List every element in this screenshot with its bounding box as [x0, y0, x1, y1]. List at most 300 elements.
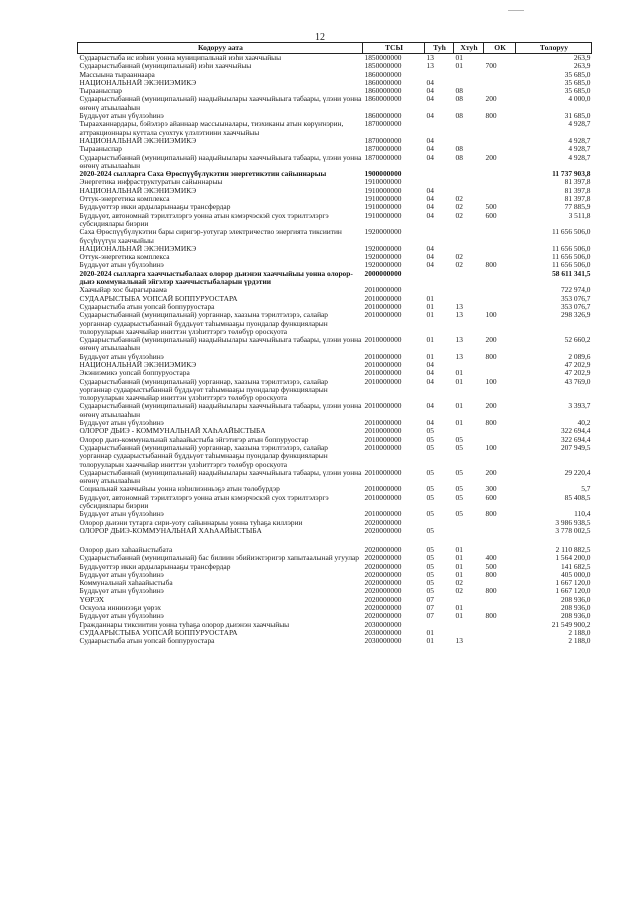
- row-tol: 3 393,7: [568, 402, 591, 411]
- corner-mark: [508, 10, 524, 11]
- row-tsy: 1860000000: [364, 70, 402, 79]
- table-row: [78, 571, 592, 579]
- row-tuh: [425, 519, 454, 527]
- table-row: [78, 527, 592, 546]
- row-ok: [484, 228, 516, 245]
- row-xtuh: [454, 71, 484, 79]
- row-tsy: 2020000000: [364, 579, 402, 588]
- row-tol: 2 110 882,5: [555, 545, 591, 554]
- row-tsy: 2020000000: [364, 604, 402, 612]
- row-tsy: 2010000000: [364, 302, 402, 311]
- row-tuh: [425, 270, 454, 287]
- row-ok: [484, 596, 516, 604]
- table-row: [78, 253, 592, 261]
- row-name: Судаарыстыбаннай (муниципальнай) уорганнар, хаазына тэрилтэлэрэ, салайар уорганнар судаарыстыбаннай бүддьүөт таһымнааҕы пуондалар функцияларын толорууларын хааччыйар иниттэн үлэһиттэргэ төлөбүр ороскуота: [79, 311, 328, 336]
- row-xtuh: 08: [455, 112, 463, 121]
- row-tuh: 04: [426, 95, 434, 104]
- row-tol: 4 928,7: [568, 136, 591, 145]
- row-tol: 43 769,0: [564, 377, 591, 386]
- row-ok: [484, 436, 516, 444]
- row-tsy: 1920000000: [364, 261, 402, 270]
- row-xtuh: 01: [455, 554, 463, 563]
- row-tol: 58 611 341,5: [552, 269, 591, 278]
- row-name: Оттук-энергетика комплекса: [79, 253, 170, 262]
- row-name: ҮӨРЭХ: [79, 595, 105, 604]
- row-tsy: 2010000000: [364, 443, 402, 452]
- row-xtuh: 05: [455, 485, 463, 494]
- row-tsy: 1910000000: [364, 178, 402, 187]
- row-tsy: 1860000000: [364, 78, 402, 87]
- row-tsy: 2020000000: [364, 554, 402, 563]
- row-tuh: 13: [426, 62, 434, 71]
- row-tol: 263,9: [573, 62, 591, 71]
- row-name: ОЛОРОР ДЬИЭ - КОММУНАЛЬНАЙ ХАҺААЙЫСТЫБА: [79, 427, 266, 436]
- row-tol: 405 000,0: [560, 570, 591, 579]
- row-name: НАЦИОНАЛЬНАЙ ЭКЭНИЭМИКЭ: [79, 186, 197, 195]
- row-xtuh: 01: [455, 377, 463, 386]
- row-ok: [484, 604, 516, 612]
- row-name: Бүддьүөттэр икки ардыларынааҕы трансфердар: [79, 203, 231, 212]
- row-ok: [484, 519, 516, 527]
- row-tol: 208 936,0: [560, 612, 591, 621]
- row-tol: 110,4: [574, 510, 591, 519]
- table-row: [78, 112, 592, 120]
- table-row: [78, 436, 592, 444]
- row-tuh: 04: [426, 211, 434, 220]
- row-tol: 11 656 506,0: [551, 228, 591, 237]
- row-tuh: 04: [426, 360, 434, 369]
- table-row: [78, 444, 592, 469]
- row-name: Бүддьүөт атын үбүлээһинэ: [79, 510, 164, 519]
- row-tol: 208 936,0: [560, 604, 591, 612]
- row-ok: 600: [485, 211, 497, 220]
- row-xtuh: 13: [455, 336, 463, 345]
- row-tuh: 01: [426, 294, 434, 303]
- row-name: Судаарыстыбаннай (муниципальнай) уорганнар, хаазына тэрилтэлэрэ, салайар уорганнар судаарыстыбаннай бүддьүөт таһымнааҕы пуондалар функцияларын толорууларын хааччыйар иниттэн үлэһиттэргэ төлөбүр ороскуота: [79, 377, 328, 403]
- row-ok: 600: [485, 493, 497, 502]
- row-tol: 4 928,7: [568, 153, 591, 162]
- row-ok: [484, 178, 516, 186]
- row-name: Оскуола иннинээҕи үөрэх: [79, 604, 162, 612]
- row-name: НАЦИОНАЛЬНАЙ ЭКЭНИЭМИКЭ: [79, 136, 197, 145]
- table-row: [78, 563, 592, 571]
- row-ok: [484, 303, 516, 311]
- table-row: [78, 87, 592, 95]
- row-tsy: 1870000000: [364, 145, 402, 154]
- row-tol: 207 949,5: [560, 443, 591, 452]
- row-tol: 322 694,4: [560, 427, 591, 436]
- row-xtuh: [454, 187, 484, 195]
- row-name: Судаарыстыбаннай (муниципальнай) наадыйыылары хааччыйыыга табаары, үлэни уонна өҥөнү атыылааһын: [79, 95, 362, 112]
- row-xtuh: 13: [455, 302, 463, 311]
- row-tol: 4 928,7: [568, 145, 591, 154]
- row-tol: 52 660,2: [564, 336, 591, 345]
- row-xtuh: [454, 170, 484, 178]
- row-tuh: 01: [426, 311, 434, 320]
- row-xtuh: 01: [455, 612, 463, 621]
- row-xtuh: 02: [455, 253, 463, 262]
- row-ok: 800: [485, 570, 497, 579]
- row-ok: [484, 87, 516, 95]
- row-name: Бүддьүөт, автономнай тэрилтэлэргэ уонна атын кэмэрчэскэй суох тэрилтэлэргэ субсидиялары биэрии: [79, 211, 329, 228]
- row-tol: 77 885,9: [564, 203, 591, 212]
- table-row: [78, 369, 592, 377]
- row-tuh: 07: [426, 604, 434, 612]
- row-name: Экэниэмикэ уопсай боппуруостара: [79, 369, 190, 378]
- budget-table: [77, 42, 592, 645]
- row-ok: [484, 637, 516, 645]
- row-tuh: 05: [426, 570, 434, 579]
- row-tol: 263,9: [573, 53, 591, 62]
- row-tuh: 13: [426, 53, 434, 62]
- row-ok: 500: [485, 562, 497, 571]
- table-row: [78, 485, 592, 493]
- row-name: Тырааныспар: [79, 87, 122, 96]
- row-name: Бүддьүөт атын үбүлээһинэ: [79, 419, 164, 428]
- row-tsy: 2020000000: [364, 612, 402, 621]
- row-xtuh: [454, 629, 484, 637]
- row-tsy: 2010000000: [364, 286, 402, 295]
- row-xtuh: 08: [455, 95, 463, 104]
- row-ok: [484, 527, 516, 546]
- row-tuh: 05: [426, 435, 434, 444]
- row-tuh: 04: [426, 369, 434, 378]
- row-tol: 11 656 506,0: [551, 253, 591, 262]
- row-tsy: 1870000000: [364, 153, 402, 162]
- row-ok: 500: [485, 203, 497, 212]
- row-ok: 400: [485, 554, 497, 563]
- table-body: [78, 54, 592, 646]
- row-name: Коммунальнай хаһаайыстыба: [79, 579, 173, 588]
- row-ok: [484, 361, 516, 369]
- row-ok: 800: [485, 261, 497, 270]
- table-row: [78, 469, 592, 486]
- row-tsy: 1900000000: [364, 170, 402, 179]
- row-tol: 47 202,9: [564, 369, 591, 378]
- row-tol: 353 076,7: [560, 302, 591, 311]
- row-xtuh: 13: [455, 352, 463, 361]
- row-name: Олорор дьиэни тутарга сири-уоту сайыннарыы уонна туһаҕа киллэрии: [79, 518, 303, 527]
- row-tuh: [425, 228, 454, 245]
- row-tsy: 2020000000: [364, 587, 402, 596]
- row-tol: 722 974,0: [560, 286, 591, 295]
- row-tsy: 2010000000: [364, 468, 402, 477]
- row-tsy: 1910000000: [364, 211, 402, 220]
- row-tuh: 04: [426, 261, 434, 270]
- row-ok: [484, 187, 516, 195]
- row-tuh: 05: [426, 443, 434, 452]
- row-xtuh: [454, 295, 484, 303]
- row-xtuh: 02: [455, 587, 463, 596]
- table-row: [78, 402, 592, 419]
- row-ok: 800: [485, 587, 497, 596]
- table-row: [78, 303, 592, 311]
- row-tol: 4 000,0: [568, 95, 591, 104]
- row-xtuh: [454, 286, 484, 294]
- row-xtuh: 01: [455, 62, 463, 71]
- row-xtuh: 13: [455, 637, 463, 646]
- row-tuh: 05: [426, 554, 434, 563]
- table-row: [78, 120, 592, 137]
- row-name: Судаарыстыбаннай (муниципальнай) наадыйыылары хааччыйыыга табаары, үлэни уонна өҥөнү атыылааһын: [79, 468, 362, 486]
- table-row: [78, 286, 592, 294]
- row-tuh: 01: [426, 628, 434, 637]
- row-ok: [484, 629, 516, 637]
- table-row: [78, 71, 592, 79]
- row-ok: 200: [485, 402, 497, 411]
- row-tol: 81 397,8: [564, 186, 591, 195]
- row-tsy: 2030000000: [364, 620, 402, 629]
- row-ok: [484, 427, 516, 435]
- row-tuh: [425, 178, 454, 186]
- table-row: [78, 336, 592, 353]
- row-tsy: 2020000000: [364, 518, 402, 527]
- row-tol: 298 326,9: [560, 311, 591, 320]
- row-tuh: 04: [426, 78, 434, 87]
- row-name: Судаарыстыба атын уопсай боппуруостара: [79, 637, 215, 646]
- row-tol: 3 511,8: [568, 211, 591, 220]
- row-xtuh: [454, 137, 484, 145]
- row-xtuh: [454, 228, 484, 245]
- row-name: Судаарыстыбаннай (муниципальнай) бас билиин эбийиэктэригэр хапытаалынай угуулар: [79, 554, 360, 563]
- row-tol: 353 076,7: [560, 294, 591, 303]
- row-ok: [484, 145, 516, 153]
- row-name: Олорор дьиэ-коммунальнай хаһаайыстыба эйгэтигэр атын боппуруостар: [79, 435, 309, 444]
- row-xtuh: [454, 527, 484, 546]
- row-tsy: 1870000000: [364, 136, 402, 145]
- row-xtuh: 01: [455, 545, 463, 554]
- header-tuh: Туһ: [425, 43, 454, 54]
- row-tol: 1 667 120,0: [555, 579, 591, 588]
- row-ok: [484, 621, 516, 629]
- row-tsy: 2010000000: [364, 402, 402, 411]
- row-ok: 800: [485, 612, 497, 621]
- row-xtuh: [454, 178, 484, 186]
- row-tuh: 04: [426, 203, 434, 212]
- row-tol: 141 682,5: [560, 562, 591, 571]
- row-tuh: 04: [426, 145, 434, 154]
- header-xtuh: Хтуһ: [454, 43, 484, 54]
- table-row: [78, 596, 592, 604]
- row-tsy: 2030000000: [364, 628, 402, 637]
- header-tsy: ТСЫ: [363, 43, 425, 54]
- row-tuh: 01: [426, 336, 434, 345]
- row-tsy: 2010000000: [364, 510, 402, 519]
- row-xtuh: 01: [455, 53, 463, 62]
- table-row: [78, 519, 592, 527]
- row-name: Гражданнары тиксиитин уонна туһаҕа олорор дьиэнэн хааччыйыы: [79, 620, 290, 629]
- row-name: Судаарыстыбаннай (муниципальнай) наадыйыылары хааччыйыыга табаары, үлэни уонна өҥөнү атыылааһын: [79, 153, 362, 170]
- row-tuh: [425, 120, 454, 137]
- row-tsy: 1910000000: [364, 203, 402, 212]
- page-number: 12: [315, 32, 325, 43]
- row-tsy: 2020000000: [364, 526, 402, 535]
- row-tuh: 04: [426, 136, 434, 145]
- row-xtuh: [454, 245, 484, 253]
- row-tol: 21 549 900,2: [551, 620, 591, 629]
- table-row: [78, 587, 592, 595]
- row-xtuh: 01: [455, 562, 463, 571]
- row-ok: [484, 195, 516, 203]
- row-tuh: [425, 621, 454, 629]
- row-xtuh: 05: [455, 510, 463, 519]
- row-tol: 11 656 506,0: [551, 244, 591, 253]
- row-ok: [484, 295, 516, 303]
- row-tol: 29 220,4: [564, 468, 591, 477]
- row-tsy: 1920000000: [364, 244, 402, 253]
- row-xtuh: 02: [455, 195, 463, 204]
- row-name: Саха Өрөспүүбүлүкэтин бары сиригэр-уотугар электричество энергията тиксиитин бүсүһүүтүн хааччыйыы: [79, 228, 342, 245]
- row-xtuh: 05: [455, 468, 463, 477]
- row-name: Бүддьүөт атын үбүлээһинэ: [79, 570, 164, 579]
- row-tuh: [425, 71, 454, 79]
- row-tuh: 05: [426, 485, 434, 494]
- row-name: 2020-2024 сылларга хааччыстыбалаах олорор дьиэнэн хааччыйыы уонна олорор-дьиэ коммунальнай эйгэлэр хааччыстыбаларын үрдэтии: [79, 269, 353, 287]
- table-row: [78, 604, 592, 612]
- row-xtuh: [454, 519, 484, 527]
- row-tuh: 04: [426, 153, 434, 162]
- row-tsy: 2010000000: [364, 435, 402, 444]
- row-tsy: 1850000000: [364, 53, 402, 62]
- row-xtuh: 01: [455, 570, 463, 579]
- row-ok: [484, 579, 516, 587]
- row-tsy: 2010000000: [364, 485, 402, 494]
- row-ok: 200: [485, 336, 497, 345]
- row-tuh: [425, 286, 454, 294]
- table-row: [78, 203, 592, 211]
- row-xtuh: [454, 361, 484, 369]
- row-tsy: 1860000000: [364, 112, 402, 121]
- table-row: [78, 95, 592, 112]
- row-name: НАЦИОНАЛЬНАЙ ЭКЭНИЭМИКЭ: [79, 78, 197, 87]
- row-name: Судаарыстыба атын уопсай боппуруостара: [79, 302, 215, 311]
- row-tol: 35 685,0: [564, 78, 591, 87]
- row-name: Олорор дьиэ хаһаайыстыбата: [79, 545, 173, 554]
- row-name: НАЦИОНАЛЬНАЙ ЭКЭНИЭМИКЭ: [79, 360, 197, 369]
- row-ok: [484, 270, 516, 287]
- table-row: [78, 353, 592, 361]
- row-tsy: 1860000000: [364, 95, 402, 104]
- table-row: [78, 270, 592, 287]
- row-xtuh: [454, 427, 484, 435]
- row-tol: 322 694,4: [560, 435, 591, 444]
- row-ok: 200: [485, 95, 497, 104]
- row-tol: 2 089,6: [568, 352, 591, 361]
- row-ok: 800: [485, 510, 497, 519]
- table-row: [78, 419, 592, 427]
- row-tol: 1 667 120,0: [555, 587, 591, 596]
- row-name: СУДААРЫСТЫБА УОПСАЙ БОППУРУОСТАРА: [79, 294, 238, 303]
- table-row: [78, 178, 592, 186]
- row-xtuh: 05: [455, 443, 463, 452]
- row-tol: 85 408,5: [564, 493, 591, 502]
- row-name: Судаарыстыбаннай (муниципальнай) наадыйыылары хааччыйыыга табаары, үлэни уонна өҥөнү атыылааһын: [79, 336, 362, 353]
- row-name: Тырааханнардары, бэйэлэрэ айаннаар массыыналары, тиэхиканы атын көрүҥнэрин, аттракционнары куттала суохтук үлэлэтиини хааччыйыы: [79, 120, 344, 137]
- table-row: [78, 427, 592, 435]
- row-name: Судаарыстыбаннай (муниципальнай) наадыйыылары хааччыйыыга табаары, үлэни уонна өҥөнү атыылааһын: [79, 402, 362, 419]
- row-tsy: 2020000000: [364, 562, 402, 571]
- row-name: Энергетика инфраструктуратын сайыннарыы: [79, 178, 223, 187]
- row-name: Бүддьүөт атын үбүлээһинэ: [79, 612, 164, 621]
- row-tuh: 05: [426, 526, 434, 535]
- row-tol: 5,7: [581, 485, 591, 494]
- row-tol: 208 936,0: [560, 595, 591, 604]
- row-name: Бүддьүөт атын үбүлээһинэ: [79, 352, 164, 361]
- row-ok: [484, 546, 516, 554]
- row-xtuh: 02: [455, 579, 463, 588]
- row-tol: 31 685,0: [564, 112, 591, 121]
- row-tuh: 07: [426, 612, 434, 621]
- row-ok: [484, 137, 516, 145]
- row-tsy: 2010000000: [364, 427, 402, 436]
- row-xtuh: 05: [455, 435, 463, 444]
- row-tuh: 04: [426, 112, 434, 121]
- row-name: Бүддьүөт, автономнай тэрилтэлэргэ уонна атын кэмэрчэскэй суох тэрилтэлэргэ субсидиялары биэрии: [79, 493, 329, 511]
- row-name: Оттук-энергетика комплекса: [79, 195, 170, 204]
- table-row: [78, 637, 592, 645]
- row-tol: 11 656 506,0: [551, 261, 591, 270]
- row-tsy: 2010000000: [364, 377, 402, 386]
- row-tuh: 05: [426, 427, 434, 436]
- row-tsy: 2010000000: [364, 369, 402, 378]
- row-name: Тырааныспар: [79, 145, 122, 154]
- row-xtuh: 01: [455, 369, 463, 378]
- row-xtuh: 08: [455, 153, 463, 162]
- row-xtuh: [454, 79, 484, 87]
- row-tsy: 2020000000: [364, 570, 402, 579]
- row-tsy: 1870000000: [364, 120, 402, 129]
- row-tuh: 04: [426, 377, 434, 386]
- row-tsy: 2010000000: [364, 352, 402, 361]
- header-ok: ОК: [484, 43, 516, 54]
- row-name: Судаарыстыбаннай (муниципальнай) уорганнар, хаазына тэрилтэлэрэ, салайар уорганнар судаарыстыбаннай бүддьүөт таһымнааҕы пуондалар функцияларын толорууларын хааччыйар иниттэн үлэһиттэргэ төлөбүр ороскуота: [79, 443, 328, 469]
- table-row: [78, 195, 592, 203]
- row-tuh: 04: [426, 419, 434, 428]
- row-ok: 700: [485, 62, 497, 71]
- table-row: [78, 187, 592, 195]
- row-xtuh: [454, 596, 484, 604]
- row-tol: 47 202,9: [564, 360, 591, 369]
- table-row: [78, 621, 592, 629]
- row-tol: 3 778 002,5: [555, 526, 591, 535]
- row-tsy: 1850000000: [364, 62, 402, 71]
- row-xtuh: 02: [455, 261, 463, 270]
- table-row: [78, 145, 592, 153]
- row-name: Судаарыстыбаннай (муниципальнай) иэһи хааччыйыы: [79, 62, 252, 71]
- table-row: [78, 612, 592, 620]
- row-name: Бүддьүөт атын үбүлээһинэ: [79, 261, 164, 270]
- row-ok: [484, 170, 516, 178]
- row-tsy: 2010000000: [364, 419, 402, 428]
- row-name: Социальнай хааччыйыы уонна нэһилиэнньэҕэ атын төлөбүрдэр: [79, 485, 280, 494]
- table-row: [78, 295, 592, 303]
- row-xtuh: 08: [455, 87, 463, 96]
- table-row: [78, 554, 592, 562]
- row-tuh: 07: [426, 595, 434, 604]
- row-name: Бүддьүөт атын үбүлээһинэ: [79, 112, 164, 121]
- row-tuh: 05: [426, 587, 434, 596]
- row-name: Хаачыйар хос бырагыраама: [79, 286, 167, 295]
- row-name: СУДААРЫСТЫБА УОПСАЙ БОППУРУОСТАРА: [79, 628, 238, 637]
- row-xtuh: 05: [455, 493, 463, 502]
- row-tsy: 1920000000: [364, 253, 402, 262]
- row-tuh: 04: [426, 186, 434, 195]
- table-row: [78, 378, 592, 403]
- row-tsy: 2010000000: [364, 294, 402, 303]
- table-row: [78, 79, 592, 87]
- row-name: Бүддьүөт атын үбүлээһинэ: [79, 587, 164, 596]
- row-tol: 81 397,8: [564, 195, 591, 204]
